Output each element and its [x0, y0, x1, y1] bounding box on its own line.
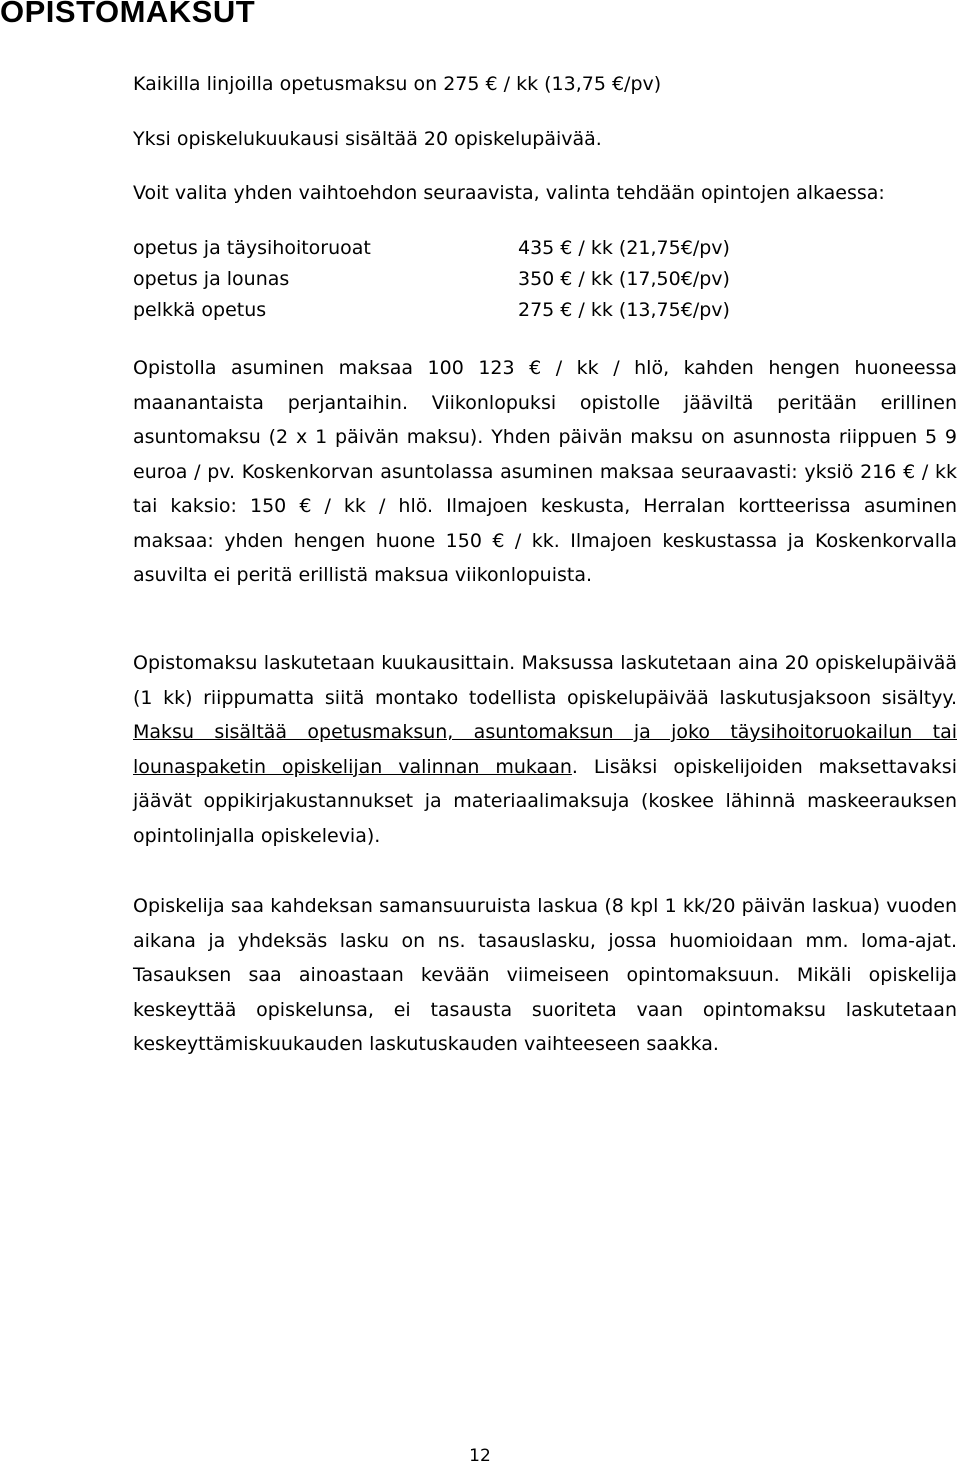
installments-paragraph: Opiskelija saa kahdeksan samansuuruista laskua (8 kpl 1 kk/20 päivän laskua) vuoden aikana ja yhdeksäs lasku on ns. tasauslasku, jossa huomioidaan mm. loma-ajat. Tasauksen saa ainoastaan kevään viimeiseen opintomaksuun. Mikäli opiskelija keskeyttää opiskelunsa, ei tasausta suoriteta vaan opintomaksu laskutetaan keskeyttämiskuukauden laskutuskauden vaihteeseen saakka.	[133, 895, 957, 1055]
fee-option-price: 435 € / kk (21,75€/pv)	[518, 236, 730, 259]
billing-paragraph	[133, 646, 957, 853]
billing-text: Opistomaksu laskutetaan kuukausittain. Maksussa laskutetaan aina 20 opiskelupäivää (1 kk) riippumatta siitä montako todellista opiskelupäivää laskutusjaksoon sisältyy.	[133, 652, 957, 709]
fee-options-table	[133, 232, 793, 325]
fee-option-label: opetus ja lounas	[133, 267, 290, 290]
intro-tuition-fee: Kaikilla linjoilla opetusmaksu on 275 € / kk (13,75 €/pv)	[133, 73, 662, 95]
fee-option-label: pelkkä opetus	[133, 298, 267, 321]
page-number: 12	[469, 1446, 491, 1466]
billing-included-note: Maksu sisältää opetusmaksun, asuntomaksun ja joko täysihoitoruokailun tai lounaspaketin opiskelijan valinnan mukaan	[133, 721, 957, 778]
fee-option-row	[133, 294, 793, 325]
billing-text-continued: . Lisäksi opiskelijoiden maksettavaksi jäävät oppikirjakustannukset ja materiaalimaksuja (koskee lähinnä maskeerauksen opintolinjalla opiskelevia).	[133, 755, 957, 847]
intro-study-days: Yksi opiskelukuukausi sisältää 20 opiskelupäivää.	[133, 128, 602, 150]
intro-choice-note: Voit valita yhden vaihtoehdon seuraavista, valinta tehdään opintojen alkaessa:	[133, 182, 885, 204]
page-title: OPISTOMAKSUT	[0, 0, 256, 29]
fee-option-price: 275 € / kk (13,75€/pv)	[518, 298, 730, 321]
fee-option-label: opetus ja täysihoitoruoat	[133, 236, 371, 259]
housing-paragraph: Opistolla asuminen maksaa 100 123 € / kk / hlö, kahden hengen huoneessa maanantaista perjantaihin. Viikonlopuksi opistolle jääviltä peritään erillinen asuntomaksu (2 x 1 päivän maksu). Yhden päivän maksu on asunnosta riippuen 5 9 euroa / pv. Koskenkorvan asuntolassa asuminen maksaa seuraavasti: yksiö 216 € / kk tai kaksio: 150 € / kk / hlö. Ilmajoen keskusta, Herralan kortteerissa asuminen maksaa: yhden hengen huone 150 € / kk. Ilmajoen keskustassa ja Koskenkorvalla asuvilta ei peritä erillistä maksua viikonlopuista.	[133, 357, 957, 586]
fee-option-row	[133, 263, 793, 294]
fee-option-price: 350 € / kk (17,50€/pv)	[518, 267, 730, 290]
fee-option-row	[133, 232, 793, 263]
